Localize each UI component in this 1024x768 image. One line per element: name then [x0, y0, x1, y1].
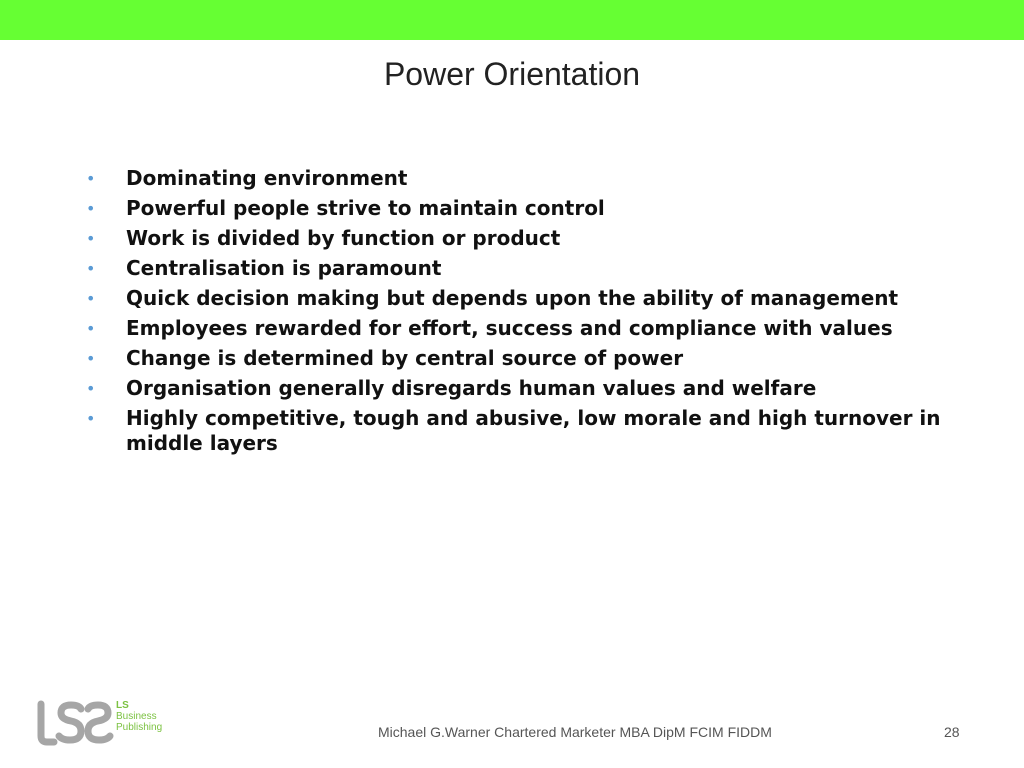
bullet-item: [86, 346, 946, 371]
bullet-text: Centralisation is paramount: [126, 256, 442, 280]
bullet-text: Quick decision making but depends upon the ability of management: [126, 286, 899, 310]
logo-l-stroke: [41, 704, 54, 742]
logo-mirrored-s-stroke: [88, 705, 110, 740]
bullet-item: [86, 286, 946, 311]
bullet-text: Powerful people strive to maintain control: [126, 196, 605, 220]
bullet-item: [86, 406, 946, 456]
bullet-item: [86, 226, 946, 251]
bullet-dot-icon: •: [86, 169, 96, 188]
bullet-item: [86, 376, 946, 401]
page-number: 28: [944, 724, 960, 740]
bullet-item: [86, 166, 946, 191]
footer-author: Michael G.Warner Chartered Marketer MBA DipM FCIM FIDDM: [378, 724, 772, 740]
bullet-text: Employees rewarded for effort, success and compliance with values: [126, 316, 893, 340]
bullet-item: [86, 196, 946, 221]
bullet-dot-icon: •: [86, 319, 96, 338]
bullet-dot-icon: •: [86, 229, 96, 248]
bullet-dot-icon: •: [86, 289, 96, 308]
bullet-dot-icon: •: [86, 259, 96, 278]
bullet-dot-icon: •: [86, 349, 96, 368]
bullet-list: [86, 166, 946, 461]
bullet-item: [86, 316, 946, 341]
bullet-dot-icon: •: [86, 379, 96, 398]
bullet-text: Dominating environment: [126, 166, 408, 190]
logo-line-business: Business: [116, 711, 157, 722]
bullet-text: Organisation generally disregards human values and welfare: [126, 376, 817, 400]
bullet-text: Highly competitive, tough and abusive, low morale and high turnover in middle layers: [126, 406, 941, 455]
slide-title: Power Orientation: [383, 56, 641, 92]
logo-s-stroke: [59, 705, 81, 740]
logo-line-publishing: Publishing: [116, 722, 163, 733]
bullet-text: Change is determined by central source of power: [126, 346, 684, 370]
bullet-dot-icon: •: [86, 199, 96, 218]
logo-line-ls: LS: [116, 700, 129, 711]
top-accent-bar: [0, 0, 1024, 40]
ls-business-publishing-logo: [36, 696, 166, 750]
bullet-text: Work is divided by function or product: [126, 226, 561, 250]
bullet-item: [86, 256, 946, 281]
bullet-dot-icon: •: [86, 409, 96, 428]
